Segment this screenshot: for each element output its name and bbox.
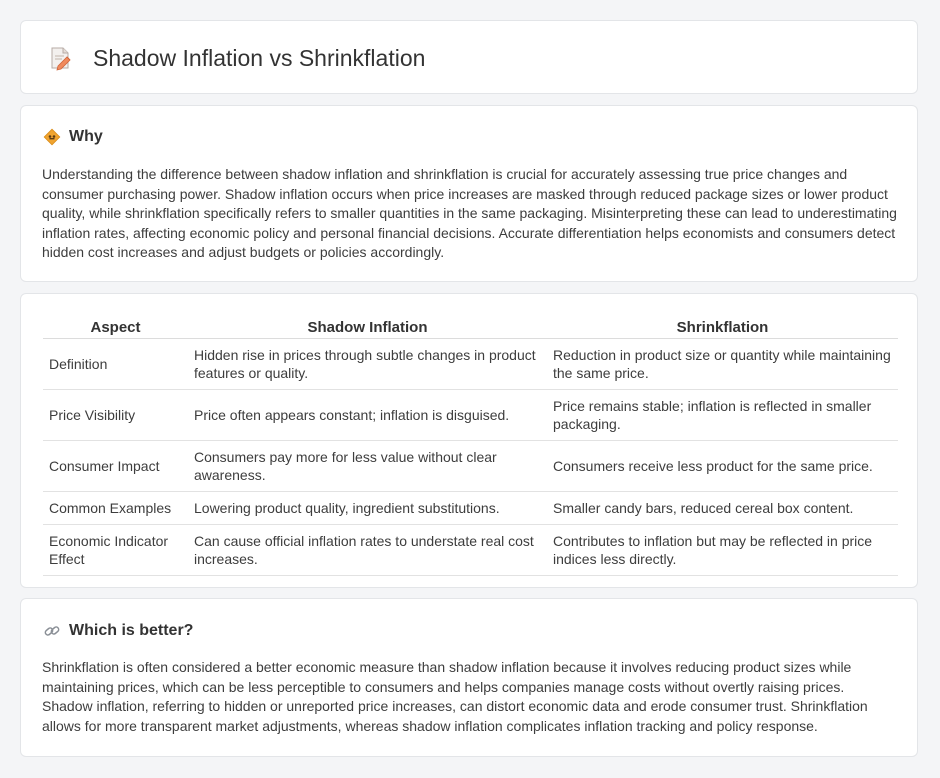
cell-aspect: Common Examples <box>43 492 188 525</box>
comparison-table <box>43 316 898 576</box>
header-shadow-inflation: Shadow Inflation <box>188 316 547 339</box>
why-section <box>20 105 918 282</box>
table-header-row <box>43 316 898 339</box>
cell-aspect: Economic Indicator Effect <box>43 525 188 576</box>
why-heading-text: Why <box>69 128 103 145</box>
why-text: Understanding the difference between shadow inflation and shrinkflation is crucial for accurately assessing true price changes and consumer purchasing power. Shadow inflation occurs when price increases are masked through reduced package sizes or lower product quality, while shrinkflation specifically refers to smaller quantities in the same packaging. Misinterpreting these can lead to underestimating inflation rates, affecting economic policy and personal financial decisions. Accurate differentiation helps economists and consumers detect hidden cost increases and adjust budgets or policies accordingly. <box>42 166 897 260</box>
header-card <box>20 20 918 94</box>
document-pencil-icon <box>47 45 73 71</box>
cell-shadow: Hidden rise in prices through subtle changes in product features or quality. <box>188 339 547 390</box>
cell-shadow: Can cause official inflation rates to understate real cost increases. <box>188 525 547 576</box>
cell-shrink: Reduction in product size or quantity while maintaining the same price. <box>547 339 898 390</box>
cell-shrink: Contributes to inflation but may be reflected in price indices less directly. <box>547 525 898 576</box>
cell-shadow: Consumers pay more for less value without clear awareness. <box>188 441 547 492</box>
table-row <box>43 441 898 492</box>
cell-shadow: Lowering product quality, ingredient substitutions. <box>188 492 547 525</box>
why-heading <box>43 128 103 146</box>
table-row <box>43 390 898 441</box>
comparison-section <box>20 293 918 588</box>
page-title: Shadow Inflation vs Shrinkflation <box>93 44 426 71</box>
cell-aspect: Definition <box>43 339 188 390</box>
cell-aspect: Price Visibility <box>43 390 188 441</box>
cell-shrink: Consumers receive less product for the same price. <box>547 441 898 492</box>
header-shrinkflation: Shrinkflation <box>547 316 898 339</box>
diamond-sign-icon <box>43 128 61 146</box>
which-is-better-section <box>20 598 918 757</box>
cell-aspect: Consumer Impact <box>43 441 188 492</box>
table-row <box>43 339 898 390</box>
cell-shrink: Price remains stable; inflation is reflected in smaller packaging. <box>547 390 898 441</box>
better-heading <box>43 622 193 640</box>
better-text: Shrinkflation is often considered a better economic measure than shadow inflation because it involves reducing product sizes while maintaining prices, which can be less perceptible to consumers and helps companies manage costs without overtly raising prices. Shadow inflation, referring to hidden or unreported price increases, can distort economic data and erode consumer trust. Shrinkflation allows for more transparent market adjustments, whereas shadow inflation complicates inflation tracking and policy response. <box>42 659 868 734</box>
cell-shadow: Price often appears constant; inflation is disguised. <box>188 390 547 441</box>
title-row <box>47 21 425 95</box>
cell-shrink: Smaller candy bars, reduced cereal box content. <box>547 492 898 525</box>
table-row <box>43 492 898 525</box>
header-aspect: Aspect <box>43 316 188 339</box>
table-row <box>43 525 898 576</box>
link-icon <box>43 622 61 640</box>
better-heading-text: Which is better? <box>69 622 194 639</box>
